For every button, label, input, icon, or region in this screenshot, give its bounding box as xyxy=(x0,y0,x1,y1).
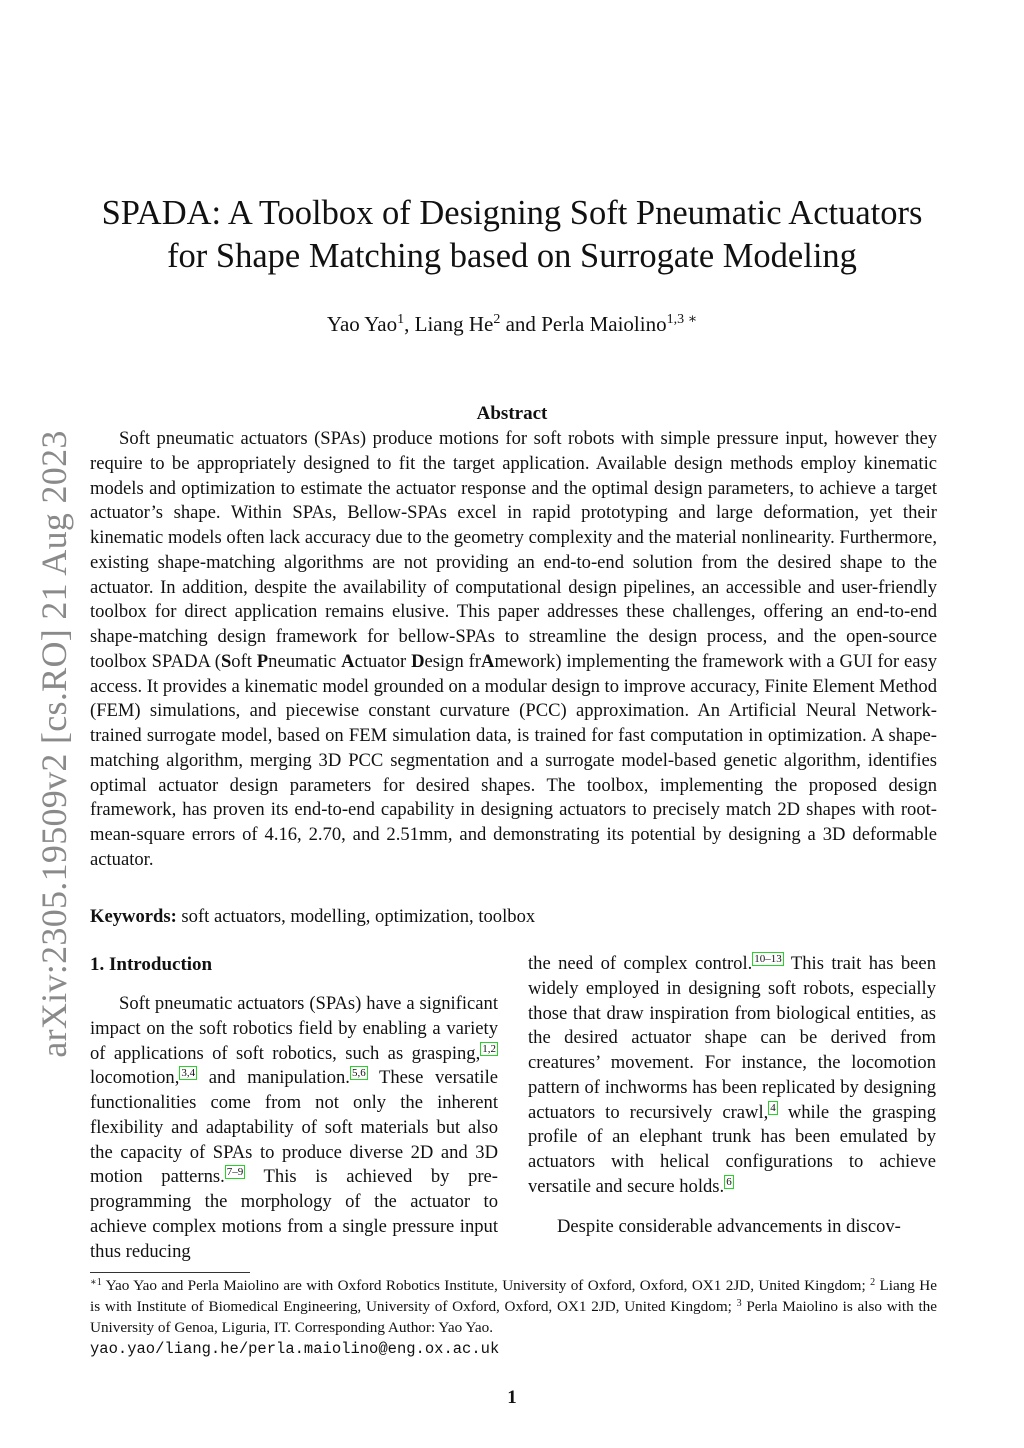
author-name: Liang He xyxy=(414,312,494,336)
intro-paragraph-1-start: Soft pneumatic actuators (SPAs) have a significant impact on the soft robotics field by enabling a variety of applications of soft robotics, such as grasping, 1,2 locomotion, 3,4 and manipulation. 5,6 These versatile functionalities come from not only the inherent flexibility and adaptability of soft materials but also the capacity of SPAs to produce diverse 2D and 3D motion patterns. 7–9 This is achieved by pre-programming the morphology of the actuator to achieve complex motions from a single pressure input thus reducing xyxy=(90,993,498,1262)
keywords-text: soft actuators, modelling, optimization, toolbox xyxy=(176,906,536,927)
citation-link[interactable]: 3,4 xyxy=(181,1067,196,1080)
footnote-text: Liang He is with Institute of Biomedical Engineering, University of Oxford, Oxford, OX1 2JD, United Kingdom; xyxy=(90,1277,937,1315)
acronym-text: mework xyxy=(494,650,556,672)
citation-link[interactable]: 7–9 xyxy=(226,1166,244,1179)
abstract-body xyxy=(90,427,937,873)
acronym-letter: A xyxy=(481,650,495,672)
title-line-2: for Shape Matching based on Surrogate Modeling xyxy=(167,237,857,275)
acronym-letter: D xyxy=(411,650,425,672)
affiliation-mark: 1 xyxy=(397,312,405,327)
footnote-divider xyxy=(90,1272,250,1273)
acronym-letter: S xyxy=(220,650,232,672)
footnote-mark: 2 xyxy=(870,1277,876,1288)
section-heading-introduction: 1. Introduction xyxy=(90,954,213,975)
citation-link[interactable]: 5,6 xyxy=(351,1067,366,1080)
body-text: locomotion, xyxy=(90,1067,180,1089)
body-text: Soft pneumatic actuators (SPAs) have a significant impact on the soft robotics field by enabling a variety of applications of soft robotics, such as grasping, xyxy=(90,993,498,1064)
footnote-mark: ∗1 xyxy=(90,1277,102,1288)
author-name: Yao Yao xyxy=(326,312,398,336)
citation-link[interactable]: 6 xyxy=(726,1175,732,1188)
acronym-text: ctuator xyxy=(354,650,412,672)
abstract-heading: Abstract xyxy=(476,403,548,424)
contact-email[interactable]: yao.yao/liang.he/perla.maiolino@eng.ox.ac.uk xyxy=(90,1340,500,1358)
footnote-text: Yao Yao and Perla Maiolino are with Oxford Robotics Institute, University of Oxford, Oxford, OX1 2JD, United Kingdom; xyxy=(101,1277,871,1294)
left-column xyxy=(90,952,498,1264)
page-number: 1 xyxy=(507,1387,517,1408)
affiliation-mark: 2 xyxy=(493,312,501,327)
intro-paragraph-2: Despite considerable advancements in discov- xyxy=(557,1215,901,1237)
body-text: while the grasping profile of an elephant trunk has been emulated by actuators with helical configurations to achieve versatile and secure holds. xyxy=(528,1101,936,1197)
acronym-text: neumatic xyxy=(268,650,342,672)
intro-paragraph-1-continued: the need of complex control. 10–13 This trait has been widely employed in designing soft robots, especially those that draw inspiration from biological entities, as the desired actuator shape can be derived from creatures’ movement. For instance, the locomotion pattern of inchworms has been replicated by designing actuators to recursively crawl, 4 while the grasping profile of an elephant trunk has been emulated by actuators with helical configurations to achieve versatile and secure holds. 6 xyxy=(528,953,936,1197)
abstract-text: ) implementing the framework with a GUI for easy access. It provides a kinematic model grounded on a modular design to improve accuracy, Finite Element Method (FEM) simulations, and piecewise constant curvature (PCC) approximation. An Artificial Neural Network-trained surrogate model, based on FEM simulation data, is trained for fast computation in optimization. A shape-matching algorithm, merging 3D PCC segmentation and a surrogate model-based genetic algorithm, identifies optimal actuator design parameters for desired shapes. The toolbox, implementing the proposed design framework, has proven its end-to-end capability in designing actuators to precisely match 2D shapes with root-mean-square errors of 4.16, 2.70, and 2.51mm, and demonstrating its potential by designing a 3D deformable actuator. xyxy=(90,650,937,870)
footnote-star-mark: ∗ xyxy=(684,312,698,327)
body-text: and manipulation. xyxy=(197,1067,350,1089)
author-separator: , xyxy=(404,312,415,336)
acronym-text: oft xyxy=(231,650,257,672)
paper-title xyxy=(60,192,964,278)
acronym-text: esign fr xyxy=(424,650,481,672)
acronym-letter: P xyxy=(256,650,269,672)
keywords-line xyxy=(90,904,937,929)
body-text: This trait has been widely employed in designing soft robots, especially those that draw inspiration from biological entities, as the desired actuator shape can be derived from creatures’ movement. For instance, the locomotion pattern of inchworms has been replicated by designing actuators to recursively crawl, xyxy=(528,953,936,1123)
abstract-text: Soft pneumatic actuators (SPAs) produce motions for soft robots with simple pressure input, however they require to be appropriately designed to fit the target application. Available design methods employ kinematic models and optimization to estimate the actuator response and the optimal design parameters, to achieve a target actuator’s shape. Within SPAs, Bellow-SPAs excel in rapid prototyping and large deformation, yet their kinematic models often lack accuracy due to the geometry complexity and the material nonlinearity. Furthermore, existing shape-matching algorithms are not providing an end-to-end solution from the desired shape to the actuator. In addition, despite the availability of computational design pipelines, an accessible and user-friendly toolbox for direct application remains elusive. This paper addresses these challenges, offering an end-to-end shape-matching design framework for bellow-SPAs to streamline the design process, and the open-source toolbox SPADA ( xyxy=(90,428,937,672)
footnote-mark: 3 xyxy=(736,1298,742,1309)
acronym-letter: A xyxy=(341,650,355,672)
author-separator: and xyxy=(500,312,542,336)
title-line-1: SPADA: A Toolbox of Designing Soft Pneumatic Actuators xyxy=(101,194,923,232)
right-column xyxy=(528,952,936,1239)
keywords-label: Keywords: xyxy=(90,906,177,927)
citation-link[interactable]: 1,2 xyxy=(482,1042,496,1055)
arxiv-identifier: arXiv:2305.19509v2 [cs.RO] 21 Aug 2023 xyxy=(34,430,74,1058)
citation-link[interactable]: 4 xyxy=(770,1101,776,1114)
affiliation-mark: 1,3 xyxy=(666,312,685,327)
body-text: These versatile functionalities come from not only the inherent flexibility and adaptability of soft materials but also the capacity of SPAs to produce diverse 2D and 3D motion patterns. xyxy=(90,1067,498,1188)
footnote-body xyxy=(90,1277,937,1336)
footnote-text: Perla Maiolino is also with the University of Genoa, Liguria, IT. Corresponding Author: Yao Yao. xyxy=(90,1298,937,1336)
author-name: Perla Maiolino xyxy=(541,312,667,336)
author-list xyxy=(60,310,964,338)
footnote xyxy=(90,1275,937,1360)
citation-link[interactable]: 10–13 xyxy=(754,953,782,965)
